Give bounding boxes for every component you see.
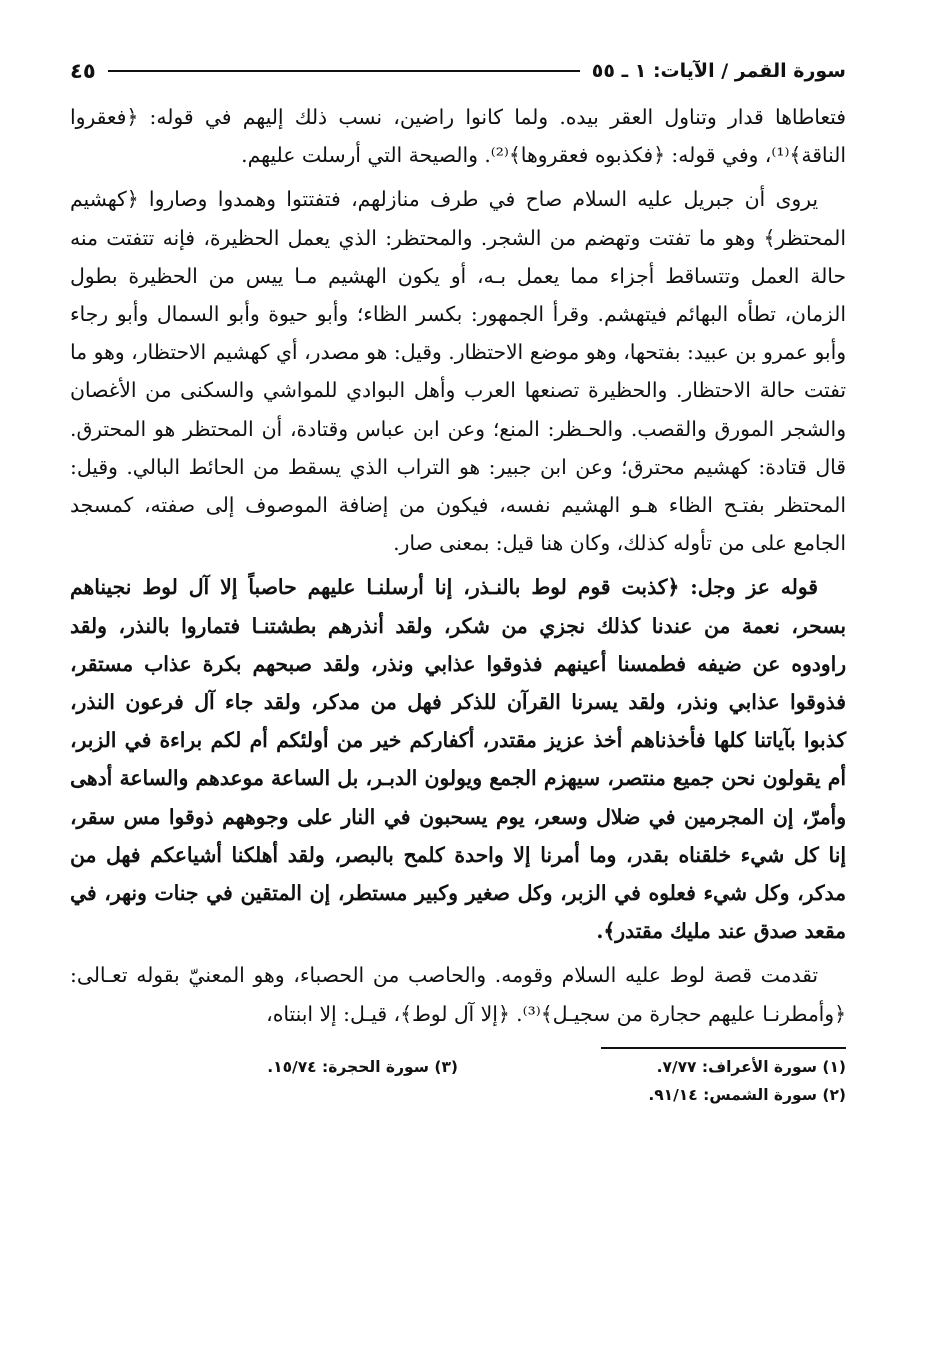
footnotes bbox=[70, 1053, 846, 1109]
header-title: سورة القمر / الآيات: ١ ـ ٥٥ bbox=[591, 60, 846, 82]
footnote-column-right bbox=[458, 1053, 846, 1109]
header-rule bbox=[108, 70, 580, 72]
page-number: ٤٥ bbox=[70, 59, 96, 83]
footnote-1: (١) سورة الأعراف: ٧/٧٧. bbox=[656, 1057, 846, 1076]
paragraph-2: يروى أن جبريل عليه السلام صاح في طرف منازلهم، فتفتتوا وهمدوا وصاروا ﴿كهشيم المحتظر﴾ وهو ما تفتت وتهضم من الشجر. والمحتظر: الذي يعمل الحظيرة، فإنه تتفتت منه حالة العمل وتتساقط أجزاء مما يعمل بـه، أو يكون الهشيم مـا ييس من الحظيرة بطول الزمان، تطأه البهائم فيتهشم. وقرأ الجمهور: بكسر الظاء؛ وأبو حيوة وأبو السمال وأبو رجاء وأبو عمرو بن عبيد: بفتحها، وهو موضع الاحتظار. وقيل: هو مصدر، أي كهشيم الاحتظار، وهو ما تفتت حالة الاحتظار. والحظيرة تصنعها العرب وأهل البوادي للمواشي والسكنى من الأغصان والشجر المورق والقصب. والحـظر: المنع؛ وعن ابن عباس وقتادة، أن المحتظر هو المحترق. قال قتادة: كهشيم محترق؛ وعن ابن جبير: هو التراب الذي يسقط من الحائط البالي. وقيل: المحتظر بفتـح الظاء هـو الهشيم نفسه، فيكون من إضافة الموصوف إلى صفته، كمسجد الجامع على من تأوله كذلك، وكان هنا قيل: بمعنى صار. bbox=[70, 187, 846, 556]
running-header bbox=[70, 50, 846, 92]
footnote-3: (٣) سورة الحجرة: ١٥/٧٤. bbox=[267, 1057, 458, 1076]
paragraph-1: فتعاطاها قدار وتناول العقر بيده. ولما كانوا راضين، نسب ذلك إليهم في قوله: ﴿فعقروا الناقة﴾⁽¹⁾، وفي قوله: ﴿فكذبوه فعقروها﴾⁽²⁾. والصيحة التي أرسلت عليهم. bbox=[70, 105, 846, 168]
paragraph-3-quran-verses: قوله عز وجل: ﴿كذبت قوم لوط بالنـذر، إنا أرسلنـا عليهم حاصباً إلا آل لوط نجيناهم بسحر، نعمة من عندنا كذلك نجزي من شكر، ولقد أنذرهم بطشتنـا فتماروا بالنذر، ولقد راودوه عن ضيفه فطمسنا أعينهم فذوقوا عذابي ونذر، ولقد صبحهم بكرة عذاب مستقر، فذوقوا عذابي ونذر، ولقد يسرنا القرآن للذكر فهل من مدكر، ولقد جاء آل فرعون النذر، كذبوا بآياتنا كلها فأخذناهم أخذ عزيز مقتدر، أكفاركم خير من أولئكم أم لكم براءة في الزبر، أم يقولون نحن جميع منتصر، سيهزم الجمع ويولون الدبـر، بل الساعة موعدهم والساعة أدهى وأمرّ، إن المجرمين في ضلال وسعر، يوم يسحبون في النار على وجوههم ذوقوا مس سقر، إنا كل شيء خلقناه بقدر، وما أمرنا إلا واحدة كلمح بالبصر، ولقد أهلكنا أشياعكم فهل من مدكر، وكل شيء فعلوه في الزبر، وكل صغير وكبير مستطر، إن المتقين في جنات ونهر، في مقعد صدق عند مليك مقتدر﴾. bbox=[70, 575, 846, 944]
footnote-rule bbox=[601, 1047, 846, 1049]
paragraph-4: تقدمت قصة لوط عليه السلام وقومه. والحاصب من الحصباء، وهو المعنيّ بقوله تعـالى: ﴿وأمطرنـا عليهم حجارة من سجيـل﴾⁽³⁾. ﴿إلا آل لوط﴾، قيـل: إلا ابنتاه، bbox=[70, 963, 846, 1026]
footnote-2: (٢) سورة الشمس: ٩١/١٤. bbox=[648, 1085, 846, 1104]
footnote-column-left bbox=[70, 1053, 458, 1109]
body-text bbox=[70, 98, 846, 1033]
